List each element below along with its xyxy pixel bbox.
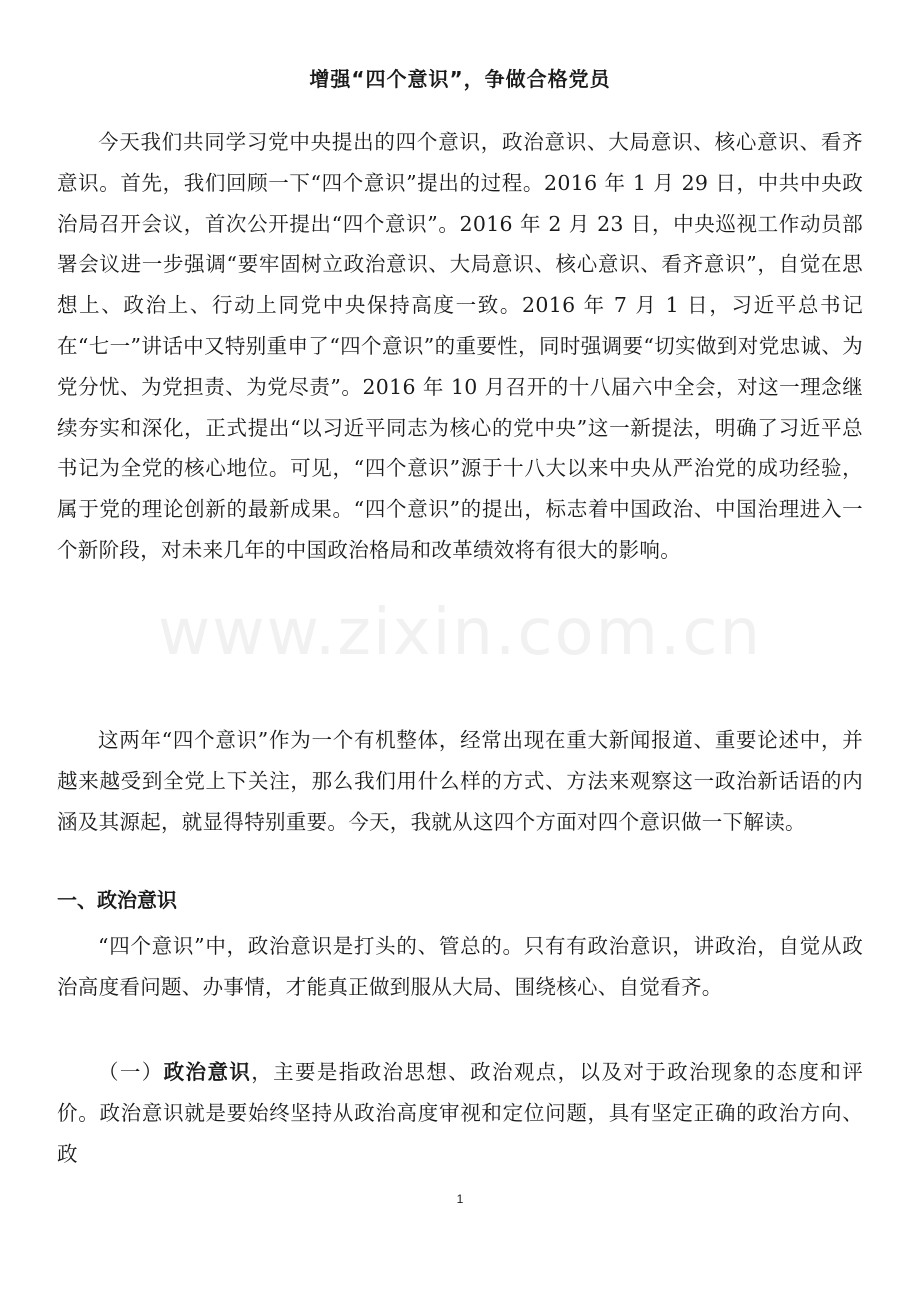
sub-paragraph-text: ，主要是指政治思想、政治观点，以及对于政治现象的态度和评价。政治意识就是要始终坚持从政治高度审视和定位问题，具有坚定正确的政治方向、政 — [57, 1060, 864, 1166]
sub-paragraph-term: 政治意识 — [163, 1060, 252, 1084]
page-number: 1 — [456, 1192, 464, 1206]
second-paragraph: 这两年“四个意识”作为一个有机整体，经常出现在重大新闻报道、重要论述中，并越来越受到全党上下关注，那么我们用什么样的方式、方法来观察这一政治新话语的内涵及其源起，就显得特别重要。今天，我就从这四个方面对四个意识做一下解读。 — [57, 728, 863, 834]
section-heading: 一、政治意识 — [57, 888, 177, 912]
section-paragraph: “四个意识”中，政治意识是打头的、管总的。只有有政治意识，讲政治，自觉从政治高度看问题、办事情，才能真正做到服从大局、围绕核心、自觉看齐。 — [57, 934, 863, 999]
document-title: 增强“四个意识”，争做合格党员 — [309, 67, 611, 91]
sub-paragraph — [57, 1052, 863, 1174]
intro-paragraph: 今天我们共同学习党中央提出的四个意识，政治意识、大局意识、核心意识、看齐意识。首先，我们回顾一下“四个意识”提出的过程。2016 年 1 月 29 日，中共中央政治局召开会议，首次公开提出“四个意识”。2016 年 2 月 23 日，中央巡视工作动员部署会议进一步强调“要牢固树立政治意识、大局意识、核心意识、看齐意识”，自觉在思想上、政治上、行动上同党中央保持高度一致。2016 年 7 月 1 日，习近平总书记在“七一”讲话中又特别重申了“四个意识”的重要性，同时强调要“切实做到对党忠诚、为党分忧、为党担责、为党尽责”。2016 年 10 月召开的十八届六中全会，对这一理念继续夯实和深化，正式提出“以习近平同志为核心的党中央”这一新提法，明确了习近平总书记为全党的核心地位。可见，“四个意识”源于十八大以来中央从严治党的成功经验，属于党的理论创新的最新成果。“四个意识”的提出，标志着中国政治、中国治理进入一个新阶段，对未来几年的中国政治格局和改革绩效将有很大的影响。 — [57, 130, 863, 562]
watermark: www.zixin.com.cn — [157, 596, 763, 670]
sub-paragraph-prefix: （一） — [98, 1060, 164, 1084]
